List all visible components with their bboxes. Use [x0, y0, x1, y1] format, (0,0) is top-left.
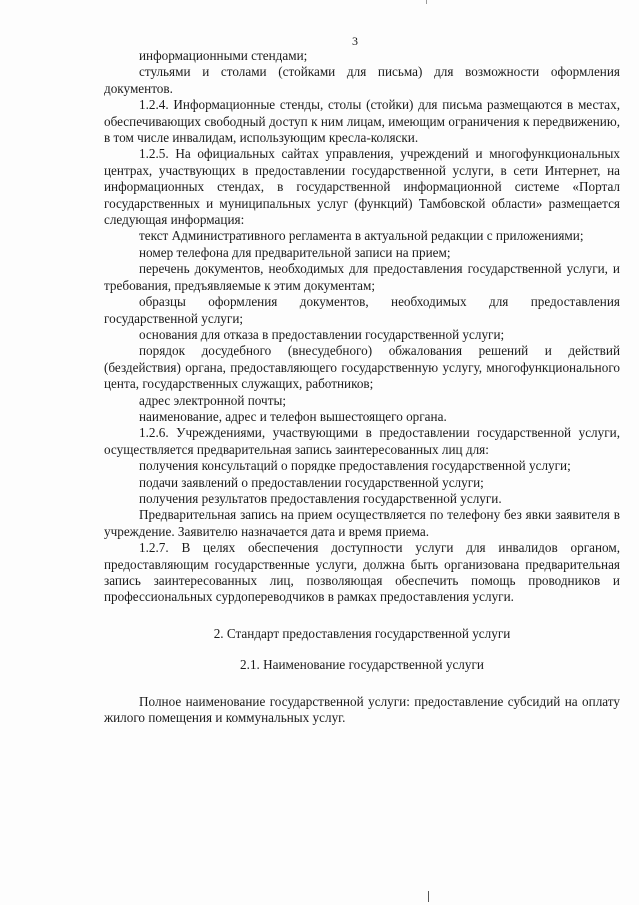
list-item: подачи заявлений о предоставлении государственной услуги; — [139, 474, 484, 490]
subsection-heading: 2.1. Наименование государственной услуги — [240, 657, 484, 673]
list-item: перечень документов, необходимых для предоставления государственной услуги, и требования, предъявляемые к этим документам; — [104, 261, 620, 293]
section-heading: 2. Стандарт предоставления государственной услуги — [213, 625, 511, 641]
page-number: 3 — [352, 34, 358, 48]
paragraph: 1.2.6. Учреждениями, участвующими в предоставлении государственной услуги, осуществляется предварительная запись заинтересованных лиц для: — [104, 425, 620, 457]
paragraph: 1.2.5. На официальных сайтах управления, учреждений и многофункциональных центрах, участвующих в предоставлении государственной услуги, в сети Интернет, на информационных стендах, в государственной информационной системе «Портал государственных и муниципальных услуг (функций) Тамбовской области» размещается следующая информация: — [104, 146, 620, 228]
list-item: получения результатов предоставления государственной услуги. — [139, 490, 502, 506]
list-item: порядок досудебного (внесудебного) обжалования решений и действий (бездействия) органа, предоставляющего государственную услугу, многофункционального цента, государственных служащих, работников; — [104, 343, 620, 392]
paragraph: Полное наименование государственной услуги: предоставление субсидий на оплату жилого помещения и коммунальных услуг. — [104, 693, 620, 726]
paragraph: стульями и столами (стойками для письма) для возможности оформления документов. — [104, 64, 620, 96]
document-body — [104, 48, 620, 726]
paragraph: информационными стендами; — [139, 48, 308, 63]
scan-mark-top — [426, 0, 427, 4]
paragraph: 1.2.7. В целях обеспечения доступности услуги для инвалидов органом, предоставляющим государственные услуги, должна быть организована предварительная запись заинтересованных лиц, позволяющая обеспечить помощь проводников и профессиональных сурдопереводчиков в рамках предоставления услуги. — [104, 540, 620, 605]
list-item: номер телефона для предварительной записи на прием; — [139, 244, 451, 260]
paragraph: 1.2.4. Информационные стенды, столы (стойки) для письма размещаются в местах, обеспечивающих свободный доступ к ним лицам, имеющим ограничения к передвижению, в том числе инвалидам, использующим кресла-коляски. — [104, 97, 620, 146]
scan-mark-bottom — [428, 891, 429, 902]
list-item: наименование, адрес и телефон вышестоящего органа. — [139, 408, 447, 424]
paragraph: Предварительная запись на прием осуществляется по телефону без явки заявителя в учреждение. Заявителю назначается дата и время приема. — [104, 507, 620, 539]
list-item: текст Административного регламента в актуальной редакции с приложениями; — [139, 228, 584, 244]
list-item: основания для отказа в предоставлении государственной услуги; — [139, 326, 505, 342]
list-item: получения консультаций о порядке предоставления государственной услуги; — [139, 458, 571, 474]
list-item: образцы оформления документов, необходимых для предоставления государственной услуги; — [104, 294, 620, 326]
list-item: адрес электронной почты; — [139, 392, 286, 408]
